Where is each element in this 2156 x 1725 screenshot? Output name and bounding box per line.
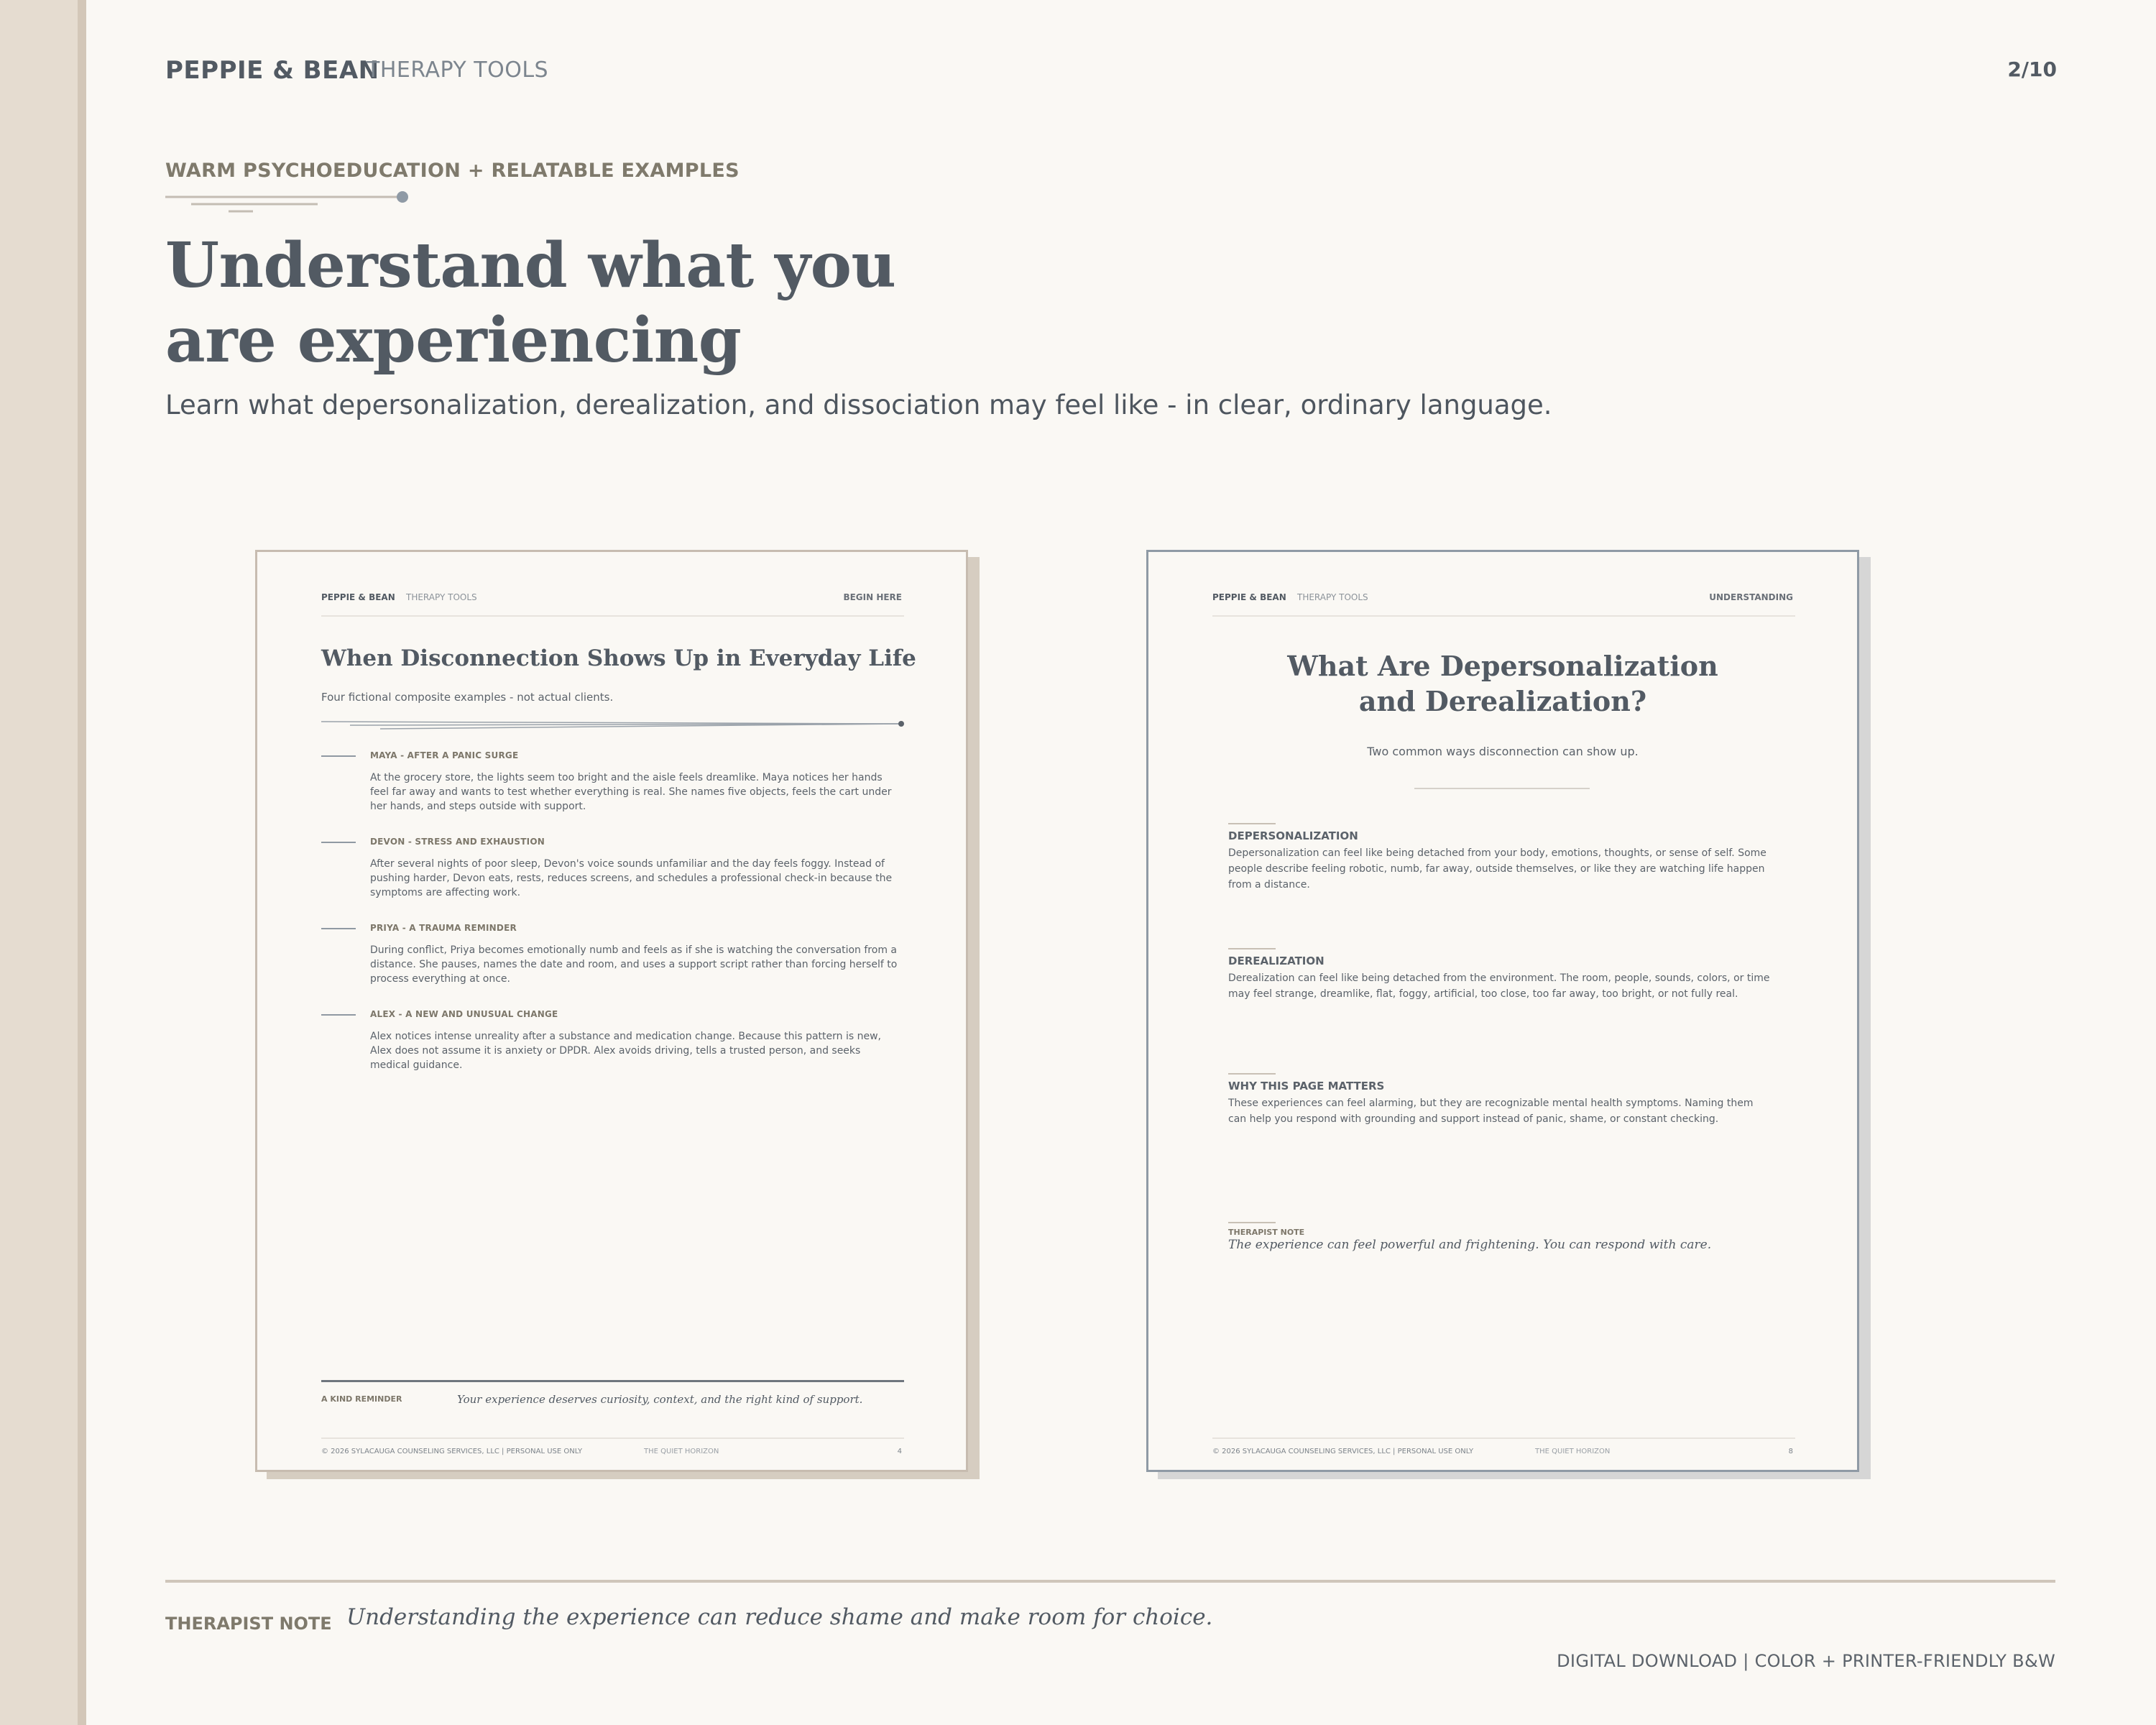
page-title-line-1: What Are Depersonalization [1287, 650, 1718, 682]
eyebrow-ornament [165, 190, 410, 216]
case-heading: ALEX - A NEW AND UNUSUAL CHANGE [370, 1009, 558, 1019]
section-heading: DEPERSONALIZATION [1228, 829, 1358, 842]
page-footer-rule [321, 1438, 904, 1439]
page-title-line-2: and Derealization? [1358, 685, 1647, 717]
hero-eyebrow: WARM PSYCHOEDUCATION + RELATABLE EXAMPLES [165, 160, 740, 182]
therapist-note-text: The experience can feel powerful and frightening. You can respond with care. [1228, 1238, 1712, 1252]
case-body: After several nights of poor sleep, Devon's voice sounds unfamiliar and the day feels foggy. Instead of pushing harder, Devon eats, rests, reduces screens, and schedules a professional check-in because the symptoms are affecting work. [370, 858, 893, 898]
page-section-tag: UNDERSTANDING [1709, 592, 1793, 602]
case-heading: DEVON - STRESS AND EXHAUSTION [370, 837, 545, 847]
preview-page-begin-here [255, 550, 968, 1472]
reminder-rule [321, 1380, 904, 1382]
page-footer-number: 8 [1788, 1448, 1793, 1455]
hero-subtitle: Learn what depersonalization, derealization, and dissociation may feel like - in clear, ordinary language. [165, 390, 1552, 420]
section-marker [1228, 1073, 1276, 1075]
section-marker [1228, 823, 1276, 824]
section-heading: DEREALIZATION [1228, 954, 1325, 967]
case-body: Alex notices intense unreality after a substance and medication change. Because this pattern is new, Alex does not assume it is anxiety or DPDR. Alex avoids driving, tells a trusted person, and seeks medical guidance. [370, 1031, 881, 1071]
section-body: Derealization can feel like being detached from the environment. The room, people, sounds, colors, or time may feel strange, dreamlike, flat, foggy, artificial, too close, too far away, too bright, or not fully real. [1228, 972, 1770, 1000]
page-brand-subtitle: THERAPY TOOLS [406, 592, 477, 602]
page-subtitle: Two common ways disconnection can show up. [1367, 745, 1639, 758]
download-format: DIGITAL DOWNLOAD | COLOR + PRINTER-FRIENDLY B&W [1557, 1651, 2055, 1671]
note-marker [1228, 1222, 1276, 1223]
case-marker [321, 755, 356, 757]
hero-title [165, 229, 956, 378]
page-brand: PEPPIE & BEAN [1212, 592, 1286, 602]
case-marker [321, 842, 356, 843]
section-body: Depersonalization can feel like being detached from your body, emotions, thoughts, or sense of self. Some people describe feeling robotic, numb, far away, outside themselves, or like they are watching life happen from a distance. [1228, 847, 1766, 891]
page-footer-copyright: © 2026 SYLACAUGA COUNSELING SERVICES, LLC | PERSONAL USE ONLY [321, 1448, 583, 1455]
brand-subtitle: THERAPY TOOLS [367, 58, 549, 83]
bottom-divider [165, 1580, 2055, 1583]
therapist-note-label: THERAPIST NOTE [1228, 1228, 1305, 1237]
therapist-note-text: Understanding the experience can reduce shame and make room for choice. [346, 1604, 1213, 1630]
section-marker [1228, 948, 1276, 949]
brand-name: PEPPIE & BEAN [165, 56, 379, 85]
preview-page-understanding [1146, 550, 1859, 1472]
page-footer-number: 4 [897, 1448, 902, 1455]
page-footer-rule [1212, 1438, 1795, 1439]
subtitle-divider [1414, 788, 1590, 789]
case-heading: MAYA - AFTER A PANIC SURGE [370, 750, 519, 760]
page-header-rule [321, 615, 904, 617]
page-footer-copyright: © 2026 SYLACAUGA COUNSELING SERVICES, LLC | PERSONAL USE ONLY [1212, 1448, 1474, 1455]
reminder-label: A KIND REMINDER [321, 1394, 402, 1404]
section-heading: WHY THIS PAGE MATTERS [1228, 1080, 1385, 1092]
case-heading: PRIYA - A TRAUMA REMINDER [370, 923, 517, 933]
page-footer-series: THE QUIET HORIZON [644, 1448, 719, 1455]
page-footer-series: THE QUIET HORIZON [1535, 1448, 1611, 1455]
page-section-tag: BEGIN HERE [843, 592, 902, 602]
page-title-ornament [321, 719, 907, 734]
reminder-text: Your experience deserves curiosity, context, and the right kind of support. [457, 1393, 863, 1406]
page-header-rule [1212, 615, 1795, 617]
case-marker [321, 1014, 356, 1016]
page-indicator: 2/10 [2007, 58, 2057, 81]
page-title [1148, 648, 1857, 719]
hero-title-line-2: are experiencing [165, 304, 742, 377]
case-body: At the grocery store, the lights seem too bright and the aisle feels dreamlike. Maya notices her hands feel far away and wants to test whether everything is real. She names five objects, feels the cart under her hands, and steps outside with support. [370, 772, 892, 812]
page-brand: PEPPIE & BEAN [321, 592, 395, 602]
left-accent-band [0, 0, 78, 1725]
case-body: During conflict, Priya becomes emotionally numb and feels as if she is watching the conversation from a distance. She pauses, names the date and room, and uses a support script rather than forcing herself to process everything at once. [370, 944, 898, 985]
case-marker [321, 928, 356, 929]
therapist-note-label: THERAPIST NOTE [165, 1614, 332, 1634]
section-body: These experiences can feel alarming, but they are recognizable mental health symptoms. Naming them can help you respond with grounding and support instead of panic, shame, or constant checking. [1228, 1098, 1754, 1125]
page-brand-subtitle: THERAPY TOOLS [1297, 592, 1368, 602]
page-subtitle: Four fictional composite examples - not actual clients. [321, 691, 614, 704]
hero-title-line-1: Understand what you [165, 229, 896, 302]
page-title: When Disconnection Shows Up in Everyday Life [321, 645, 916, 671]
